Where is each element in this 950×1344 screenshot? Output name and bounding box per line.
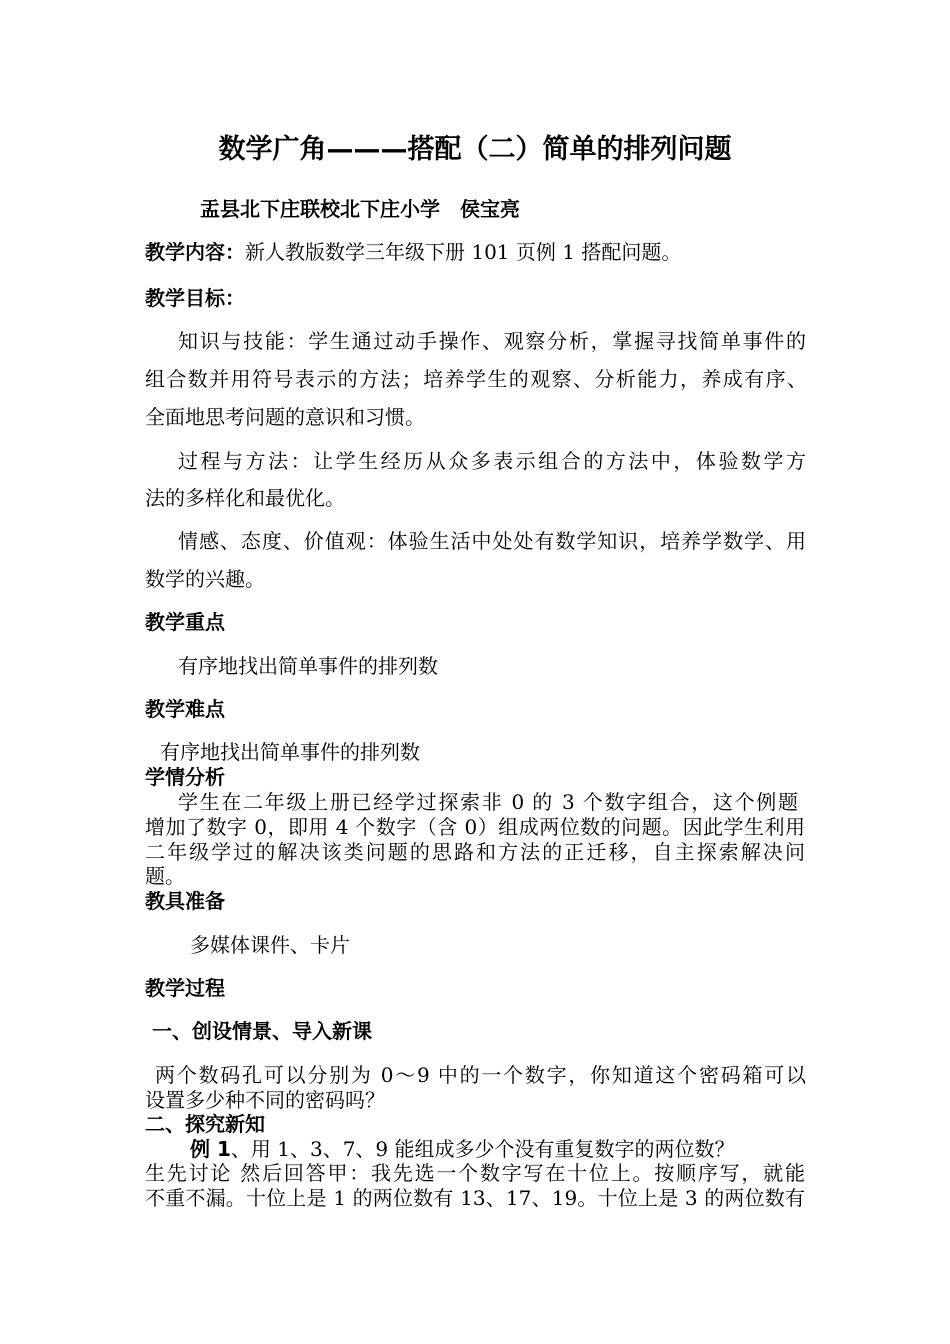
discussion-line-2: 不重不漏。十位上是 1 的两位数有 13、17、19。十位上是 3 的两位数有 <box>145 1186 805 1210</box>
key-point-heading: 教学重点 <box>145 610 225 634</box>
example-label: 例 1 <box>190 1137 231 1161</box>
difficulty-heading: 教学难点 <box>145 697 225 721</box>
example-text: 、用 1、3、7、9 能组成多少个没有重复数字的两位数？ <box>230 1137 735 1161</box>
procedure-heading: 教学过程 <box>145 976 225 1000</box>
key-point-text: 有序地找出简单事件的排列数 <box>178 654 438 678</box>
content-text: 新人教版数学三年级下册 101 页例 1 搭配问题。 <box>245 240 682 264</box>
content-label: 教学内容： <box>145 240 245 264</box>
analysis-line-3: 二年级学过的解决该类问题的思路和方法的正迁移，自主探索解决问 <box>145 840 805 864</box>
process-line-1: 过程与方法：让学生经历从众多表示组合的方法中，体验数学方 <box>178 449 806 473</box>
analysis-line-1: 学生在二年级上册已经学过探索非 0 的 3 个数字组合，这个例题 <box>178 790 798 814</box>
goals-heading: 教学目标： <box>145 286 245 310</box>
analysis-line-4: 题。 <box>145 864 185 888</box>
tools-heading: 教具准备 <box>145 889 225 913</box>
tools-text: 多媒体课件、卡片 <box>190 933 350 957</box>
process-line-2: 法的多样化和最优化。 <box>145 486 345 510</box>
section1-line-1: 两个数码孔可以分别为 0～9 中的一个数字，你知道这个密码箱可以 <box>155 1063 806 1087</box>
emotion-line-1: 情感、态度、价值观：体验生活中处处有数学知识，培养学数学、用 <box>178 529 806 553</box>
section1-line-2: 设置多少种不同的密码吗？ <box>145 1088 385 1112</box>
knowledge-line-2: 组合数并用符号表示的方法；培养学生的观察、分析能力，养成有序、 <box>145 367 807 391</box>
section1-heading: 一、创设情景、导入新课 <box>152 1019 372 1043</box>
analysis-line-2: 增加了数字 0，即用 4 个数字（含 0）组成两位数的问题。因此学生利用 <box>145 815 805 839</box>
discussion-line-1: 生先讨论 然后回答甲：我先选一个数字写在十位上。按顺序写，就能 <box>145 1161 805 1185</box>
document-title: 数学广角———搭配（二）简单的排列问题 <box>218 134 732 165</box>
example-line <box>190 1137 735 1161</box>
knowledge-line-1: 知识与技能：学生通过动手操作、观察分析，掌握寻找简单事件的 <box>178 329 806 353</box>
author-line: 盂县北下庄联校北下庄小学 侯宝亮 <box>200 197 520 221</box>
emotion-line-2: 数学的兴趣。 <box>145 567 265 591</box>
difficulty-text: 有序地找出简单事件的排列数 <box>160 740 420 764</box>
analysis-heading: 学情分析 <box>145 765 225 789</box>
section2-heading: 二、探究新知 <box>145 1112 265 1136</box>
content-line <box>145 240 681 264</box>
knowledge-line-3: 全面地思考问题的意识和习惯。 <box>145 405 425 429</box>
